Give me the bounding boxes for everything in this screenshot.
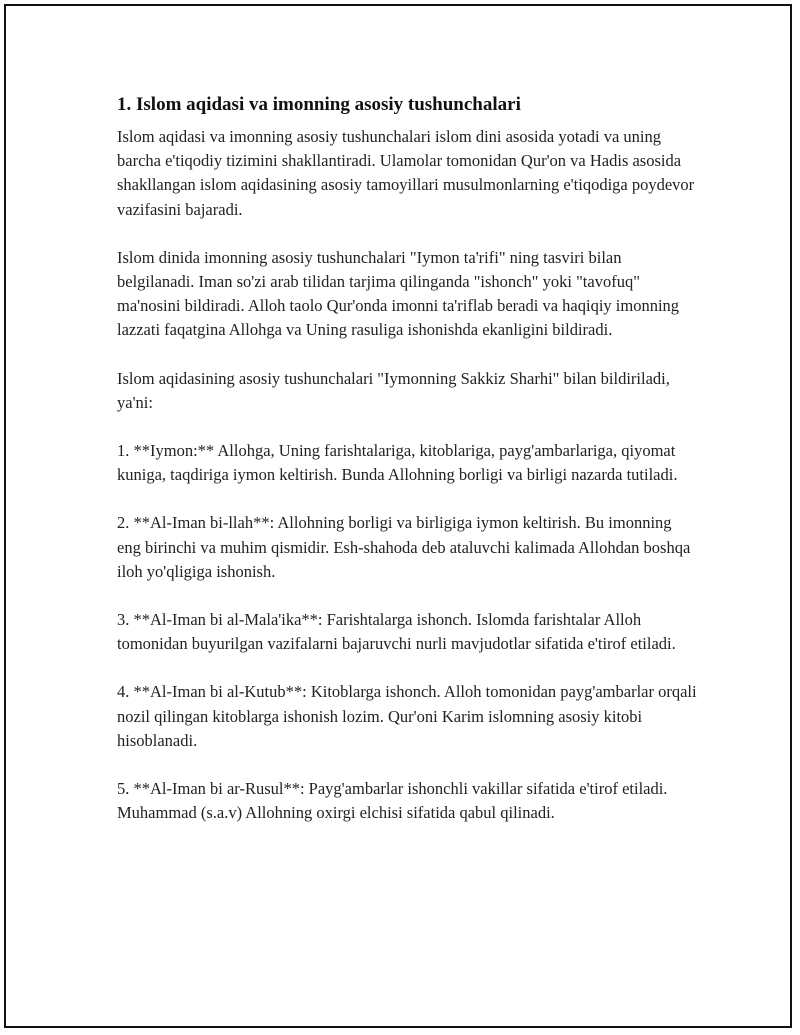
section-heading: 1. Islom aqidasi va imonning asosiy tushunchalari <box>117 94 521 115</box>
list-item-4: 4. **Al-Iman bi al-Kutub**: Kitoblarga ishonch. Alloh tomonidan payg'ambarlar orqali nozil qilingan kitoblarga ishonish lozim. Qur'oni Karim islomning asosiy kitobi hisoblanadi. <box>117 682 697 750</box>
iymon-definition-paragraph: Islom dinida imonning asosiy tushunchalari "Iymon ta'rifi" ning tasviri bilan belgilanadi. Iman so'zi arab tilidan tarjima qilinganda "ishonch" yoki "tavofuq" ma'nosini bildiradi. Alloh taolo Qur'onda imonni ta'riflab beradi va haqiqiy imonning lazzati faqatgina Allohga va Uning rasuliga ishonishda ekanligini bildiradi. <box>117 247 680 340</box>
list-intro-paragraph: Islom aqidasining asosiy tushunchalari "Iymonning Sakkiz Sharhi" bilan bildiriladi, ya'ni: <box>117 368 670 412</box>
document-body <box>117 93 697 849</box>
list-item-2: 2. **Al-Iman bi-llah**: Allohning borligi va birligiga iymon keltirish. Bu imonning eng birinchi va muhim qismidir. Esh-shahoda deb ataluvchi kalimada Allohdan boshqa iloh yo'qligiga ishonish. <box>117 513 691 581</box>
list-item-5: 5. **Al-Iman bi ar-Rusul**: Payg'ambarlar ishonchli vakillar sifatida e'tirof etiladi. Muhammad (s.a.v) Allohning oxirgi elchisi sifatida qabul qilinadi. <box>117 779 668 823</box>
list-item-1: 1. **Iymon:** Allohga, Uning farishtalariga, kitoblariga, payg'ambarlariga, qiyomat kuniga, taqdiriga iymon keltirish. Bunda Allohning borligi va birligi nazarda tutiladi. <box>117 441 678 485</box>
intro-paragraph: Islom aqidasi va imonning asosiy tushunchalari islom dini asosida yotadi va uning barcha e'tiqodiy tizimini shakllantiradi. Ulamolar tomonidan Qur'on va Hadis asosida shakllangan islom aqidasining asosiy tamoyillari musulmonlarning e'tiqodiga poydevor vazifasini bajaradi. <box>117 127 695 219</box>
list-item-3: 3. **Al-Iman bi al-Mala'ika**: Farishtalarga ishonch. Islomda farishtalar Alloh tomonidan buyurilgan vazifalarni bajaruvchi nurli mavjudotlar sifatida e'tirof etiladi. <box>117 610 676 654</box>
